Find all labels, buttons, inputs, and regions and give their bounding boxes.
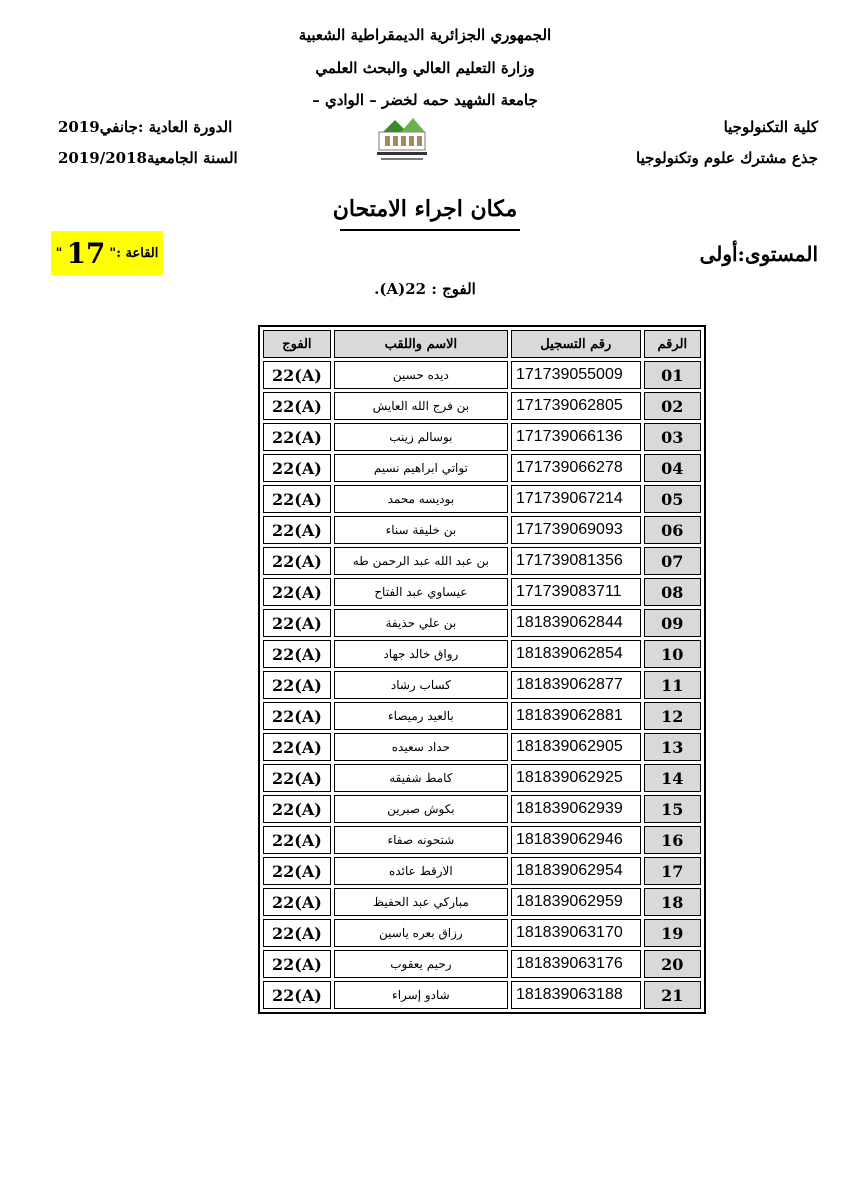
row-number: 15 (644, 795, 701, 823)
table-row (263, 919, 701, 947)
table-row (263, 795, 701, 823)
registration-number: 171739066278 (511, 454, 641, 482)
group-cell: 22(A) (263, 919, 331, 947)
registration-number: 181839062881 (511, 702, 641, 730)
student-name: عيساوي عبد الفتاح (334, 578, 508, 606)
student-name: رحيم يعقوب (334, 950, 508, 978)
group-cell: 22(A) (263, 671, 331, 699)
registration-number: 181839062844 (511, 609, 641, 637)
group-cell: 22(A) (263, 857, 331, 885)
study-level: المستوى:أولى (699, 242, 818, 266)
registration-number: 171739067214 (511, 485, 641, 513)
university-logo-icon (373, 112, 431, 164)
table-row (263, 640, 701, 668)
group-cell: 22(A) (263, 609, 331, 637)
group-cell: 22(A) (263, 361, 331, 389)
table-row (263, 857, 701, 885)
registration-number: 171739066136 (511, 423, 641, 451)
student-name: بن عبد الله عبد الرحمن طه (334, 547, 508, 575)
student-name: رزاق بعره ياسين (334, 919, 508, 947)
header-group: الفوج (263, 330, 331, 358)
student-roster-table (258, 325, 706, 1014)
registration-number: 171739069093 (511, 516, 641, 544)
student-name: تواتي ابراهيم نسيم (334, 454, 508, 482)
faculty-name: كلية التكنولوجيا (723, 118, 818, 136)
hall-number: 17 (66, 236, 106, 270)
student-name: بن خليفة سناء (334, 516, 508, 544)
row-number: 17 (644, 857, 701, 885)
row-number: 04 (644, 454, 701, 482)
row-number: 02 (644, 392, 701, 420)
row-number: 08 (644, 578, 701, 606)
republic-title: الجمهوري الجزائرية الديمقراطية الشعبية (298, 26, 552, 44)
student-name: بوسالم زينب (334, 423, 508, 451)
row-number: 21 (644, 981, 701, 1009)
registration-number: 181839062854 (511, 640, 641, 668)
student-name: الارقط عائده (334, 857, 508, 885)
row-number: 10 (644, 640, 701, 668)
academic-year: السنة الجامعية2019/2018 (58, 149, 238, 167)
student-name: ديده حسين (334, 361, 508, 389)
group-cell: 22(A) (263, 826, 331, 854)
hall-label: القاعة : (116, 245, 159, 261)
university-title: جامعة الشهيد حمه لخضر – الوادي – (312, 91, 538, 109)
row-number: 19 (644, 919, 701, 947)
table-row (263, 454, 701, 482)
student-name: كامط شفيقه (334, 764, 508, 792)
student-name: مباركي عبد الحفيظ (334, 888, 508, 916)
row-number: 11 (644, 671, 701, 699)
student-name: حداد سعيده (334, 733, 508, 761)
registration-number: 181839063170 (511, 919, 641, 947)
group-cell: 22(A) (263, 702, 331, 730)
row-number: 01 (644, 361, 701, 389)
student-name: بكوش صبرين (334, 795, 508, 823)
group-cell: 22(A) (263, 795, 331, 823)
header-num: الرقم (644, 330, 701, 358)
registration-number: 181839062905 (511, 733, 641, 761)
table-row (263, 485, 701, 513)
row-number: 03 (644, 423, 701, 451)
table-row (263, 361, 701, 389)
hall-quote-close: " (55, 245, 63, 261)
group-cell: 22(A) (263, 733, 331, 761)
header-name: الاسم واللقب (334, 330, 508, 358)
exam-session: الدورة العادية :جانفي2019 (58, 118, 233, 136)
student-name: كساب رشاد (334, 671, 508, 699)
row-number: 16 (644, 826, 701, 854)
table-row (263, 423, 701, 451)
hall-quote-open: " (109, 245, 117, 261)
group-cell: 22(A) (263, 640, 331, 668)
row-number: 13 (644, 733, 701, 761)
table-row (263, 516, 701, 544)
row-number: 20 (644, 950, 701, 978)
registration-number: 171739081356 (511, 547, 641, 575)
student-name: بالعيد رميصاء (334, 702, 508, 730)
student-name: بن علي حذيفة (334, 609, 508, 637)
page-title: مكان اجراء الامتحان (332, 196, 518, 222)
registration-number: 181839063188 (511, 981, 641, 1009)
student-name: شتحونه صفاء (334, 826, 508, 854)
header-reg: رقم التسجيل (511, 330, 641, 358)
group-cell: 22(A) (263, 454, 331, 482)
row-number: 18 (644, 888, 701, 916)
table-row (263, 764, 701, 792)
row-number: 14 (644, 764, 701, 792)
table-row (263, 950, 701, 978)
group-cell: 22(A) (263, 516, 331, 544)
registration-number: 181839062946 (511, 826, 641, 854)
group-cell: 22(A) (263, 485, 331, 513)
table-row (263, 547, 701, 575)
group-cell: 22(A) (263, 950, 331, 978)
table-row (263, 671, 701, 699)
group-cell: 22(A) (263, 423, 331, 451)
group-cell: 22(A) (263, 764, 331, 792)
row-number: 09 (644, 609, 701, 637)
registration-number: 171739083711 (511, 578, 641, 606)
group-cell: 22(A) (263, 547, 331, 575)
group-cell: 22(A) (263, 981, 331, 1009)
student-name: بوديسه محمد (334, 485, 508, 513)
student-name: بن فرج الله العايش (334, 392, 508, 420)
registration-number: 181839062954 (511, 857, 641, 885)
row-number: 05 (644, 485, 701, 513)
registration-number: 171739062805 (511, 392, 641, 420)
table-row (263, 888, 701, 916)
table-row (263, 578, 701, 606)
table-row (263, 981, 701, 1009)
table-row (263, 826, 701, 854)
table-row (263, 609, 701, 637)
registration-number: 181839062877 (511, 671, 641, 699)
group-cell: 22(A) (263, 578, 331, 606)
group-cell: 22(A) (263, 392, 331, 420)
table-row (263, 392, 701, 420)
registration-number: 181839063176 (511, 950, 641, 978)
title-underline (340, 229, 520, 231)
registration-number: 181839062925 (511, 764, 641, 792)
row-number: 06 (644, 516, 701, 544)
student-name: شادو إسراء (334, 981, 508, 1009)
table-row (263, 702, 701, 730)
hall-badge (51, 231, 163, 275)
row-number: 12 (644, 702, 701, 730)
table-row (263, 733, 701, 761)
student-name: رواق خالد جهاد (334, 640, 508, 668)
ministry-title: وزارة التعليم العالي والبحث العلمي (315, 59, 535, 77)
group-label: الفوج : 22(A). (374, 280, 476, 298)
registration-number: 181839062939 (511, 795, 641, 823)
registration-number: 171739055009 (511, 361, 641, 389)
department-name: جذع مشترك علوم وتكنولوجيا (636, 149, 818, 167)
row-number: 07 (644, 547, 701, 575)
group-cell: 22(A) (263, 888, 331, 916)
registration-number: 181839062959 (511, 888, 641, 916)
table-header-row (263, 330, 701, 358)
